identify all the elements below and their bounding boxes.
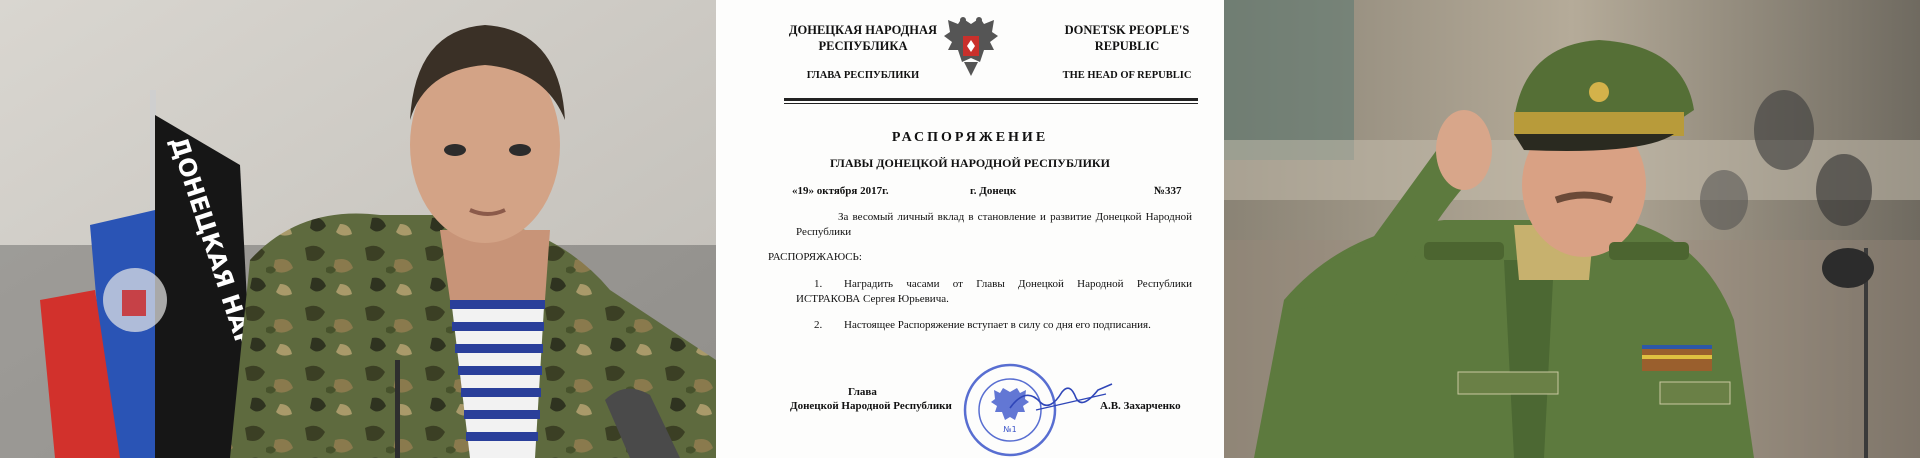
- header-right-line1: DONETSK PEOPLE'S: [1064, 23, 1190, 37]
- item-1-number: 1.: [814, 278, 823, 290]
- document-city: г. Донецк: [970, 185, 1017, 197]
- left-photo-man-in-camouflage: [0, 0, 716, 458]
- document-number: №337: [1154, 185, 1182, 197]
- document-item-1: [796, 277, 1192, 307]
- flag-lettering: ДОНЕЦКАЯ: [164, 133, 240, 292]
- document-order-word: РАСПОРЯЖАЮСЬ:: [768, 251, 862, 263]
- header-left-line1: ДОНЕЦКАЯ НАРОДНАЯ: [788, 23, 938, 37]
- decree-document: [716, 0, 1224, 458]
- signature-role-line2: Донецкой Народной Республики: [790, 400, 952, 412]
- header-left-line2: РЕСПУБЛИКА: [818, 39, 908, 53]
- item-2-text: Настоящее Распоряжение вступает в силу со дня его подписания.: [844, 319, 1151, 331]
- document-item-2: [814, 318, 1194, 333]
- right-photo-illustration: [1224, 0, 1920, 458]
- item-1-text: Наградить часами от Главы Донецкой Народной Республики ИСТРАКОВА Сергея Юрьевича.: [796, 278, 1192, 305]
- header-rule-thin: [784, 103, 1198, 104]
- document-preamble: За весомый личный вклад в становление и развитие Донецкой Народной Республики: [796, 211, 1192, 238]
- right-photo-saluting-officer: [1224, 0, 1920, 458]
- document-date: «19» октября 2017г.: [792, 185, 889, 197]
- header-right: [1052, 22, 1202, 84]
- header-rule-thick: [784, 98, 1198, 101]
- header-right-line2: REPUBLIC: [1094, 39, 1160, 53]
- handwritten-signature: [1006, 380, 1116, 416]
- signer-name: А.В. Захарченко: [1100, 400, 1181, 412]
- item-2-number: 2.: [814, 319, 823, 331]
- header-right-line3: THE HEAD OF REPUBLIC: [1062, 70, 1192, 81]
- left-photo-illustration: [0, 0, 716, 458]
- document-subtitle: ГЛАВЫ ДОНЕЦКОЙ НАРОДНОЙ РЕСПУБЛИКИ: [830, 156, 1110, 170]
- document-title: РАСПОРЯЖЕНИЕ: [891, 130, 1049, 145]
- signature-role-line1: Глава: [848, 386, 877, 398]
- stamp-number: №1: [1003, 425, 1017, 434]
- header-left-line3: ГЛАВА РЕСПУБЛИКИ: [806, 70, 920, 81]
- double-headed-eagle-emblem-icon: [944, 14, 998, 80]
- header-left: [788, 22, 938, 84]
